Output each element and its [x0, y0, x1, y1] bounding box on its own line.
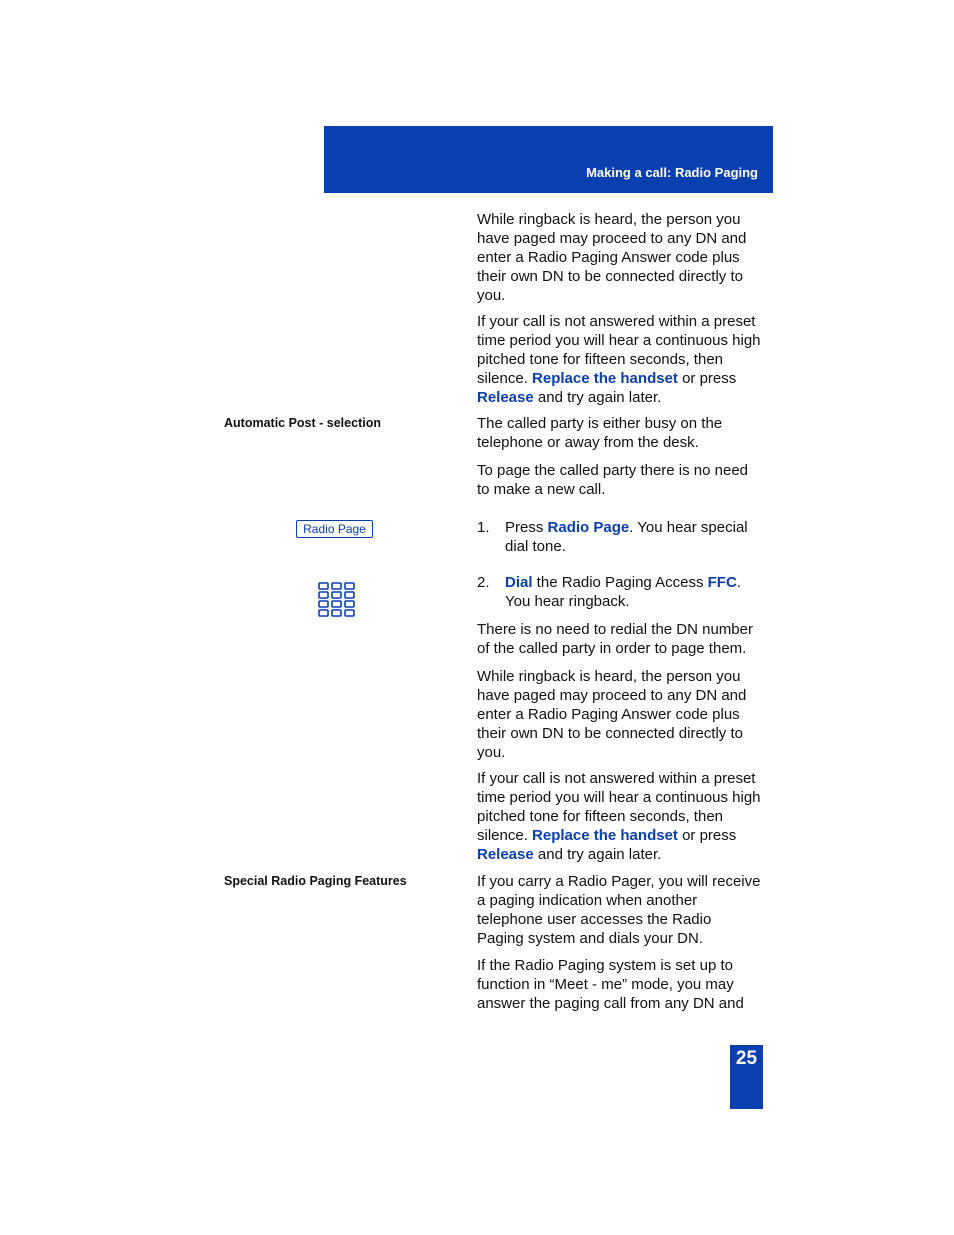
text: or press: [677, 827, 737, 844]
text: If your call is not answered within a preset time period you will hear a continuous high pitched tone for fifteen seconds, then silence.: [477, 770, 761, 844]
meet-me-paragraph: If the Radio Paging system is set up to function in “Meet - me” mode, you may answer the paging call from any DN and: [477, 957, 744, 1012]
no-new-call-paragraph: To page the called party there is no need to make a new call.: [477, 462, 749, 498]
page-header-title: Making a call: Radio Paging: [586, 165, 758, 180]
step-number: 1.: [477, 519, 490, 536]
text: or press: [677, 370, 737, 387]
release-term: Release: [477, 846, 534, 863]
text: and try again later.: [533, 389, 662, 406]
ringback-paragraph-2: While ringback is heard, the person you have paged may proceed to any DN and enter a Radio Paging Answer code plus their own DN to be connected directly to you.: [477, 668, 747, 761]
step-number: 2.: [477, 574, 490, 591]
radio-page-softkey[interactable]: Radio Page: [296, 520, 373, 538]
replace-handset-term: Replace the handset: [532, 370, 678, 387]
step-text: [505, 573, 762, 611]
no-answer-paragraph: [477, 312, 762, 407]
page-number: 25: [735, 1048, 758, 1069]
step-text: [505, 518, 762, 556]
header-band: [324, 126, 773, 193]
page-number-tab: [730, 1045, 763, 1109]
dial-term: Dial: [505, 574, 533, 591]
special-radio-paging-heading: Special Radio Paging Features: [224, 874, 407, 888]
no-answer-paragraph-2: [477, 769, 762, 864]
no-redial-paragraph: There is no need to redial the DN number of the called party in order to page them.: [477, 621, 753, 657]
text: . You hear ringback.: [505, 574, 741, 610]
dialpad-icon: [318, 582, 356, 625]
text: and try again later.: [533, 846, 662, 863]
release-term: Release: [477, 389, 534, 406]
replace-handset-term: Replace the handset: [532, 827, 678, 844]
text: the Radio Paging Access: [532, 574, 708, 591]
ffc-term: FFC: [707, 574, 737, 591]
text: Press: [505, 519, 548, 536]
text: If your call is not answered within a preset time period you will hear a continuous high pitched tone for fifteen seconds, then silence.: [477, 313, 761, 387]
busy-paragraph: The called party is either busy on the telephone or away from the desk.: [477, 415, 723, 451]
text: . You hear special dial tone.: [505, 519, 748, 555]
ringback-paragraph: While ringback is heard, the person you have paged may proceed to any DN and enter a Radio Paging Answer code plus their own DN to be connected directly to you.: [477, 211, 747, 304]
radio-pager-paragraph: If you carry a Radio Pager, you will receive a paging indication when another telephone user accesses the Radio Paging system and dials your DN.: [477, 873, 761, 947]
radio-page-term: Radio Page: [547, 519, 630, 536]
dialpad-icon-graphic: [318, 582, 356, 620]
automatic-post-selection-heading: Automatic Post - selection: [224, 416, 381, 430]
